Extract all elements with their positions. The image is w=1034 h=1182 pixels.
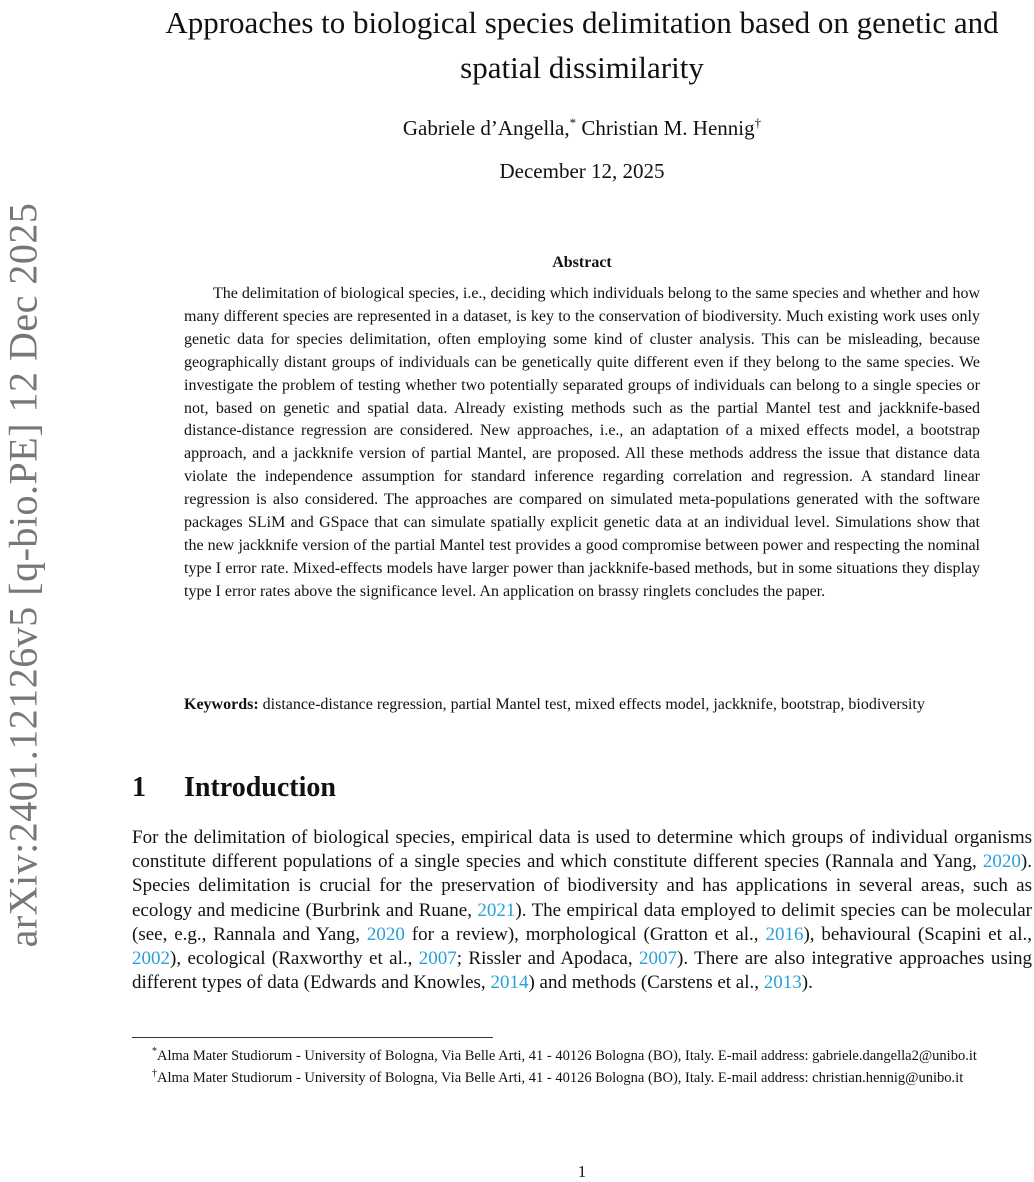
paper-title: Approaches to biological species delimitation based on genetic and spatial dissimilarity — [165, 5, 999, 85]
section-number: 1 — [132, 772, 146, 803]
section-title: Introduction — [184, 772, 336, 803]
author-2: Christian M. Hennig — [576, 116, 755, 140]
arxiv-stamp — [0, 0, 46, 1180]
citation-link[interactable]: 2007 — [418, 948, 457, 970]
citation-link[interactable]: 2016 — [765, 923, 804, 945]
citation-link[interactable]: 2014 — [490, 972, 529, 994]
intro-paragraph — [132, 826, 1032, 995]
intro-text: for a review), morphological (Gratton et al., — [404, 923, 766, 945]
keywords — [184, 694, 980, 717]
keywords-text: distance-distance regression, partial Mantel test, mixed effects model, jackknife, bootstrap, biodiversity — [258, 696, 925, 713]
arxiv-id: arXiv:2401.12126v5 [q-bio.PE] 12 Dec 2025 — [0, 202, 46, 948]
footnote-2 — [132, 1065, 1032, 1087]
keywords-label: Keywords: — [184, 696, 259, 713]
intro-text: ). There are also integrative approaches using different types of data (Edwards and Knowles, — [132, 948, 1032, 994]
footnote-1-text: Alma Mater Studiorum - University of Bologna, Via Belle Arti, 41 - 40126 Bologna (BO), Italy. E-mail address: gabriele.dangella2@unibo.it — [157, 1047, 977, 1064]
footnote-1 — [132, 1043, 1032, 1065]
citation-link[interactable]: 2020 — [366, 923, 405, 945]
citation-link[interactable]: 2013 — [763, 972, 802, 994]
section-heading-introduction — [132, 772, 336, 804]
author-1-footnote-mark[interactable]: * — [569, 115, 577, 130]
footnote-divider — [132, 1037, 493, 1038]
intro-text: ). — [801, 972, 813, 994]
intro-text: For the delimitation of biological species, empirical data is used to determine which groups of individual organisms constitute different populations of a single species and which constitute different species (Rannala and Yang, — [132, 827, 1032, 873]
abstract-heading: Abstract — [552, 254, 612, 271]
intro-text: ). Species delimitation is crucial for the preservation of biodiversity and has applications in several areas, such as ecology and medicine (Burbrink and Ruane, — [132, 851, 1032, 921]
footnotes — [132, 1043, 1032, 1088]
footnote-2-text: Alma Mater Studiorum - University of Bologna, Via Belle Arti, 41 - 40126 Bologna (BO), Italy. E-mail address: christian.hennig@unibo.it — [157, 1070, 964, 1087]
intro-text: ), behavioural (Scapini et al., — [803, 923, 1032, 945]
author-2-footnote-mark[interactable]: † — [754, 115, 762, 130]
citation-link[interactable]: 2020 — [982, 851, 1021, 873]
footnote-2-mark: † — [152, 1068, 157, 1080]
citation-link[interactable]: 2002 — [132, 948, 170, 970]
page-number: 1 — [577, 1162, 587, 1181]
footnote-1-mark: * — [152, 1046, 157, 1057]
author-line — [132, 110, 1032, 141]
intro-text: ), ecological (Raxworthy et al., — [170, 948, 419, 970]
abstract-text: The delimitation of biological species, i.e., deciding which individuals belong to the same species and whether and how many different species are represented in a dataset, is key to the conservation of biodiversity. Much existing work uses only genetic data for species delimitation, often employing some kind of cluster analysis. This can be misleading, because geographically distant groups of individuals can be genetically quite different even if they belong to the same species. We investigate the problem of testing whether two potentially separated groups of individuals can belong to a single species or not, based on genetic and spatial data. Already existing methods such as the partial Mantel test and jackknife-based distance-distance regression are considered. New approaches, i.e., an adaptation of a mixed effects model, a bootstrap approach, and a jackknife version of partial Mantel, are proposed. All these methods address the issue that distance data violate the independence assumption for standard inference regarding correlation and regression. A standard linear regression is also considered. The approaches are compared on simulated meta-populations generated with the software packages SLiM and GSpace that can simulate spatially explicit genetic data at an individual level. Simulations show that the new jackknife version of the partial Mantel test provides a good compromise between power and respecting the nominal type I error rate. Mixed-effects models have larger power than jackknife-based methods, but in some situations they display type I error rates above the significance level. An application on brassy ringlets concludes the paper. — [184, 285, 980, 600]
author-1: Gabriele d’Angella, — [402, 116, 570, 140]
intro-text: ; Rissler and Apodaca, — [456, 948, 639, 970]
intro-text: ) and methods (Carstens et al., — [528, 972, 764, 994]
intro-text: ). The empirical data employed to delimit species can be molecular (see, e.g., Rannala and Yang, — [132, 899, 1032, 945]
paper-date: December 12, 2025 — [499, 159, 665, 183]
citation-link[interactable]: 2007 — [639, 948, 677, 970]
citation-link[interactable]: 2021 — [477, 899, 516, 921]
